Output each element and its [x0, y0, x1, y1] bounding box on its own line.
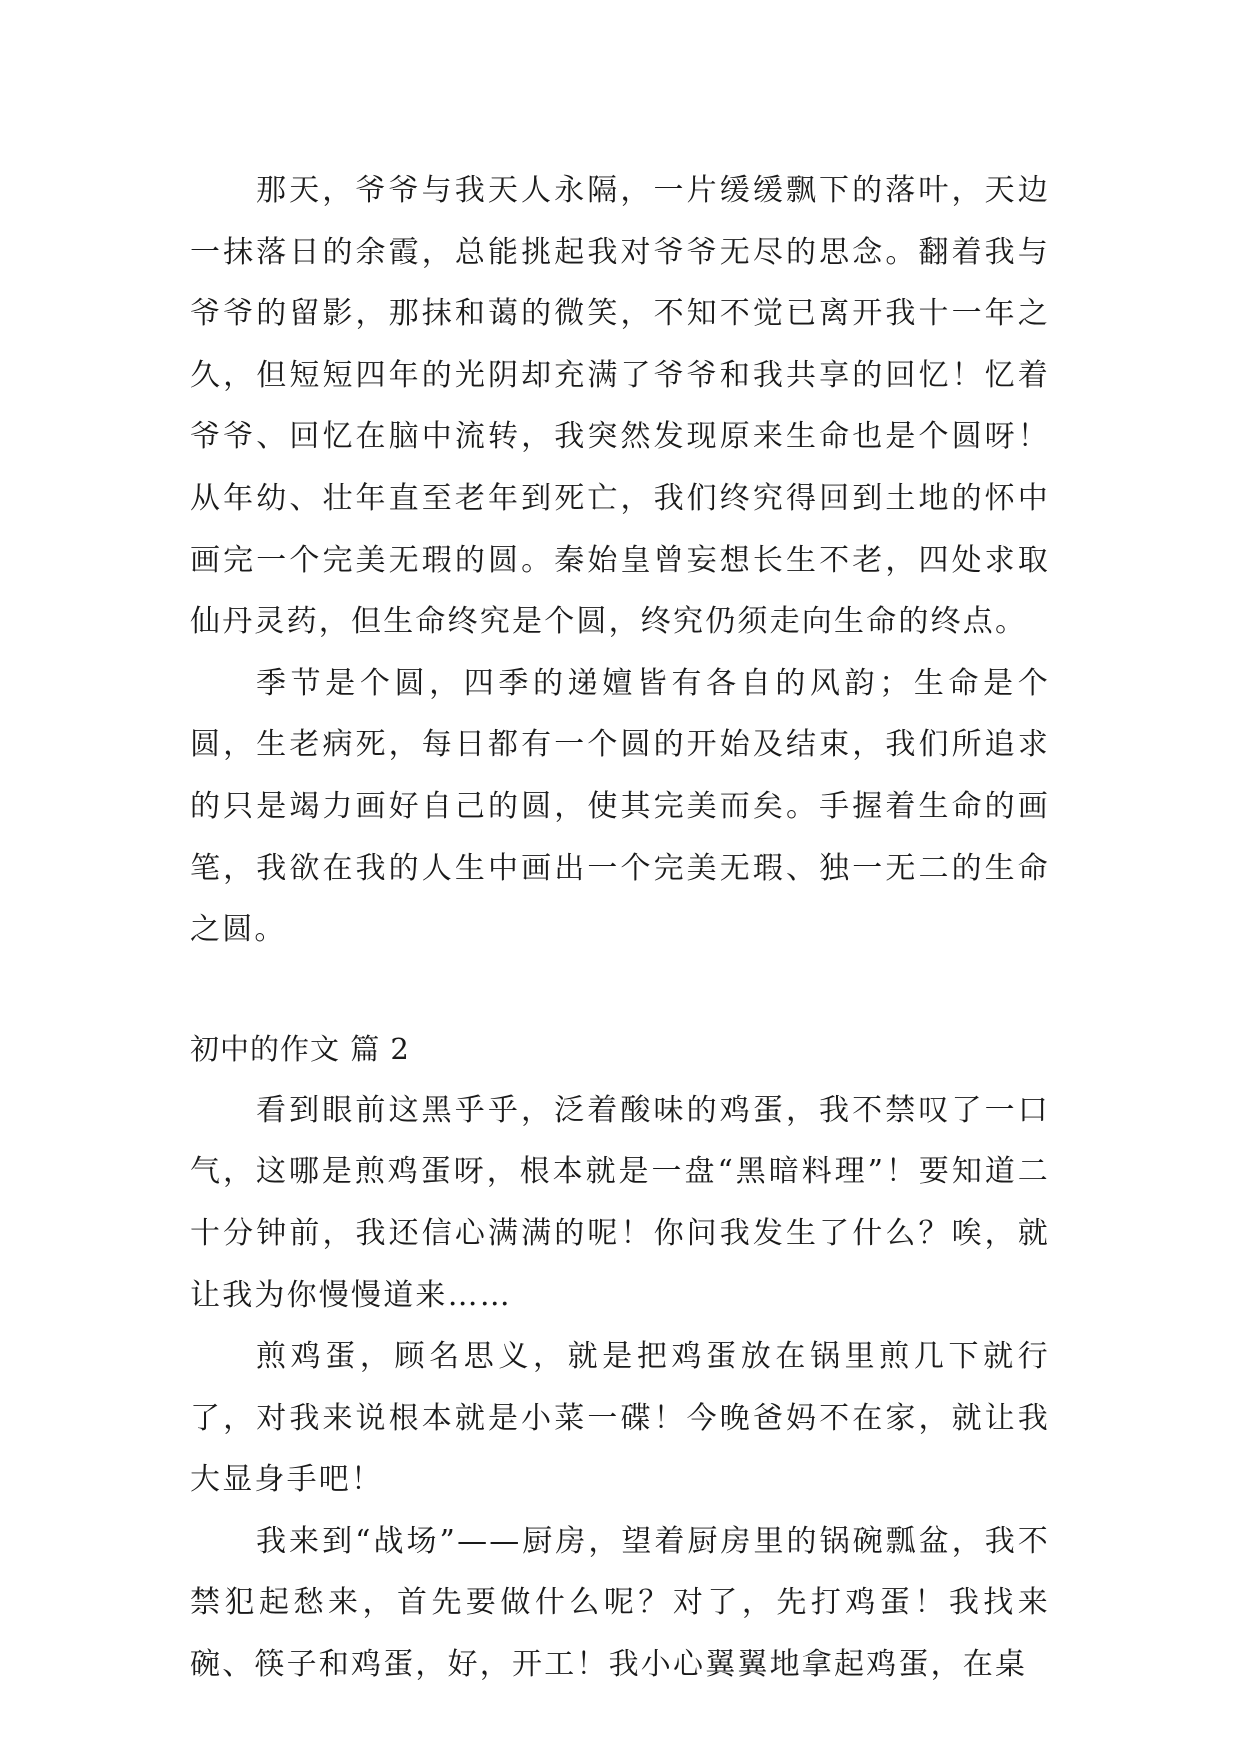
essay2-paragraph-3: 我来到“战场”——厨房，望着厨房里的锅碗瓢盆，我不禁犯起愁来，首先要做什么呢？对了，先打鸡蛋！我找来碗、筷子和鸡蛋，好，开工！我小心翼翼地拿起鸡蛋，在桌 [190, 1523, 1050, 1683]
essay2-paragraph-2: 煎鸡蛋，顾名思义，就是把鸡蛋放在锅里煎几下就行了，对我来说根本就是小菜一碟！今晚爸妈不在家，就让我大显身手吧！ [190, 1339, 1050, 1498]
essay2-heading: 初中的作文 篇 2 [190, 1031, 410, 1066]
essay1-paragraph-2: 季节是个圆，四季的递嬗皆有各自的风韵；生命是个圆，生老病死，每日都有一个圆的开始及结束，我们所追求的只是竭力画好自己的圆，使其完美而矣。手握着生命的画笔，我欲在我的人生中画出一个完美无瑕、独一无二的生命之圆。 [190, 665, 1050, 948]
essay1-paragraph-1: 那天，爷爷与我天人永隔，一片缓缓飘下的落叶，天边一抹落日的余霞，总能挑起我对爷爷无尽的思念。翻着我与爷爷的留影，那抹和蔼的微笑，不知不觉已离开我十一年之久，但短短四年的光阴却充满了爷爷和我共享的回忆！忆着爷爷、回忆在脑中流转，我突然发现原来生命也是个圆呀！从年幼、壮年直至老年到死亡，我们终究得回到土地的怀中画完一个完美无瑕的圆。秦始皇曾妄想长生不老，四处求取仙丹灵药，但生命终究是个圆，终究仍须走向生命的终点。 [190, 173, 1050, 640]
document-page [190, 160, 1050, 1696]
essay2-paragraph-1: 看到眼前这黑乎乎，泛着酸味的鸡蛋，我不禁叹了一口气，这哪是煎鸡蛋呀，根本就是一盘“黑暗料理”！要知道二十分钟前，我还信心满满的呢！你问我发生了什么？唉，就让我为你慢慢道来…… [190, 1092, 1050, 1313]
